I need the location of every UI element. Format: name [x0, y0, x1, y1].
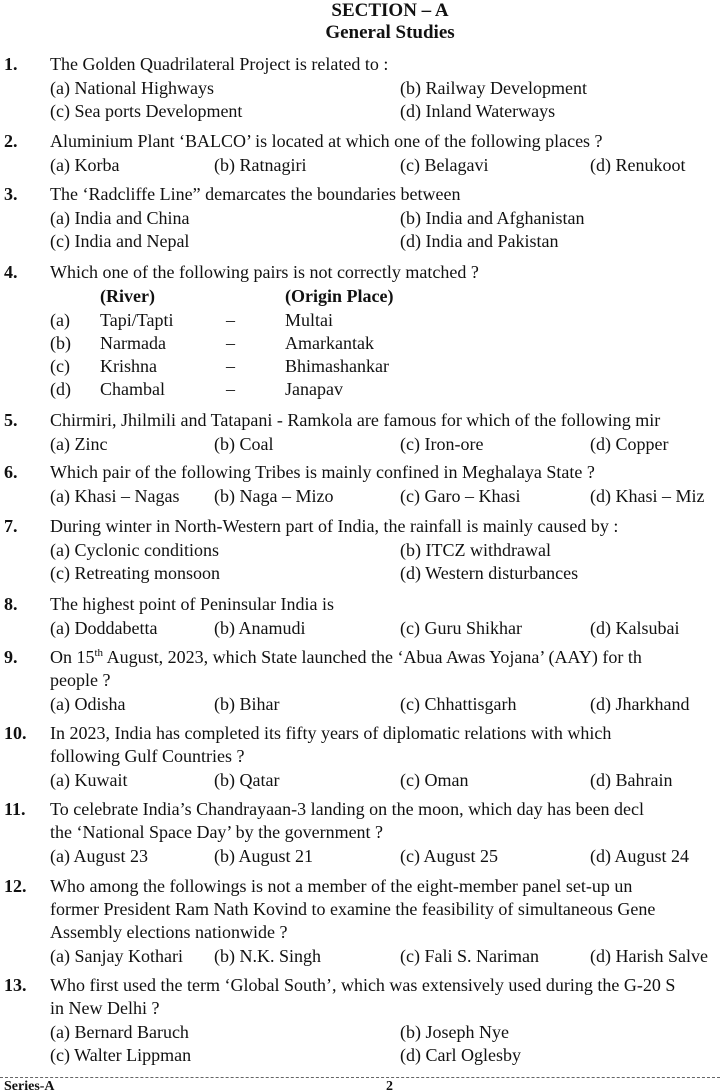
question-number: 2. [4, 131, 18, 151]
option-d: (d) Harish Salve [590, 946, 708, 966]
question-number: 5. [4, 410, 18, 430]
option-c: (c) India and Nepal [50, 231, 190, 251]
option-a: (a) India and China [50, 208, 190, 228]
question-text-cont: Assembly elections nationwide ? [50, 922, 288, 942]
row-river: Krishna [100, 356, 157, 376]
option-c: (c) Guru Shikhar [400, 618, 522, 638]
question-number: 3. [4, 184, 18, 204]
question-number: 8. [4, 594, 18, 614]
option-a: (a) Kuwait [50, 770, 128, 790]
question-text: Who first used the term ‘Global South’, which was extensively used during the G-20 S [50, 975, 676, 995]
option-c: (c) Garo – Khasi [400, 486, 521, 506]
option-c: (c) August 25 [400, 846, 498, 866]
option-d: (d) India and Pakistan [400, 231, 559, 251]
section-title: SECTION – A [331, 0, 449, 21]
question-text: Aluminium Plant ‘BALCO’ is located at which one of the following places ? [50, 131, 603, 151]
question-text-cont: people ? [50, 670, 111, 690]
option-a: (a) Bernard Baruch [50, 1022, 189, 1042]
row-dash: – [226, 333, 235, 353]
row-dash: – [226, 379, 235, 399]
option-d: (d) Jharkhand [590, 694, 690, 714]
row-origin: Amarkantak [285, 333, 374, 353]
option-c: (c) Oman [400, 770, 469, 790]
option-d: (d) Inland Waterways [400, 101, 556, 121]
option-d: (d) Carl Oglesby [400, 1045, 521, 1065]
option-d: (d) August 24 [590, 846, 689, 866]
question-number: 9. [4, 647, 18, 667]
row-origin: Bhimashankar [285, 356, 389, 376]
question-text-cont: the ‘National Space Day’ by the government ? [50, 822, 384, 842]
option-c: (c) Fali S. Nariman [400, 946, 539, 966]
row-origin: Janapav [285, 379, 343, 399]
option-a: (a) Odisha [50, 694, 126, 714]
question-text: Who among the followings is not a member of the eight-member panel set-up un [50, 876, 633, 896]
subject-title: General Studies [325, 22, 455, 43]
table-header-river: (River) [100, 286, 155, 306]
question-text: To celebrate India’s Chandrayaan-3 landing on the moon, which day has been decl [50, 799, 645, 819]
option-b: (b) Qatar [214, 770, 280, 790]
option-b: (b) N.K. Singh [214, 946, 321, 966]
question-number: 6. [4, 462, 18, 482]
option-d: (d) Bahrain [590, 770, 673, 790]
option-b: (b) Naga – Mizo [214, 486, 334, 506]
option-a: (a) National Highways [50, 78, 214, 98]
series-label: Series-A [4, 1079, 55, 1091]
option-b: (b) Joseph Nye [400, 1022, 509, 1042]
option-b: (b) Coal [214, 434, 274, 454]
question-number: 11. [4, 799, 26, 819]
option-c: (c) Belagavi [400, 155, 489, 175]
option-a: (a) Sanjay Kothari [50, 946, 183, 966]
option-a: (a) Korba [50, 155, 120, 175]
question-text-cont: in New Delhi ? [50, 998, 160, 1018]
row-dash: – [226, 310, 235, 330]
question-text: The highest point of Peninsular India is [50, 594, 334, 614]
option-a: (a) Zinc [50, 434, 108, 454]
option-b: (b) ITCZ withdrawal [400, 540, 551, 560]
question-number: 10. [4, 723, 27, 743]
option-d: (d) Kalsubai [590, 618, 680, 638]
row-dash: – [226, 356, 235, 376]
row-river: Tapi/Tapti [100, 310, 174, 330]
option-c: (c) Chhattisgarh [400, 694, 517, 714]
question-number: 13. [4, 975, 27, 995]
option-b: (b) Anamudi [214, 618, 306, 638]
option-a: (a) August 23 [50, 846, 148, 866]
question-text: The ‘Radcliffe Line” demarcates the boundaries between [50, 184, 461, 204]
option-d: (d) Western disturbances [400, 563, 579, 583]
row-letter: (a) [50, 310, 70, 330]
option-d: (d) Copper [590, 434, 669, 454]
row-river: Chambal [100, 379, 165, 399]
option-c: (c) Retreating monsoon [50, 563, 220, 583]
option-a: (a) Cyclonic conditions [50, 540, 219, 560]
question-text: In 2023, India has completed its fifty years of diplomatic relations with which [50, 723, 612, 743]
question-number: 1. [4, 54, 18, 74]
question-text: Which one of the following pairs is not correctly matched ? [50, 262, 479, 282]
question-text: During winter in North-Western part of India, the rainfall is mainly caused by : [50, 516, 619, 536]
option-a: (a) Doddabetta [50, 618, 158, 638]
question-number: 12. [4, 876, 27, 896]
option-b: (b) Bihar [214, 694, 280, 714]
row-origin: Multai [285, 310, 333, 330]
question-text: On 15th August, 2023, which State launched the ‘Abua Awas Yojana’ (AAY) for th [50, 647, 642, 667]
option-a: (a) Khasi – Nagas [50, 486, 180, 506]
footer-divider [0, 1077, 720, 1078]
option-c: (c) Walter Lippman [50, 1045, 192, 1065]
row-river: Narmada [100, 333, 166, 353]
row-letter: (d) [50, 379, 71, 399]
question-text: Chirmiri, Jhilmili and Tatapani - Ramkola are famous for which of the following mir [50, 410, 661, 430]
question-text: Which pair of the following Tribes is mainly confined in Meghalaya State ? [50, 462, 595, 482]
question-text-cont: following Gulf Countries ? [50, 746, 245, 766]
option-b: (b) India and Afghanistan [400, 208, 585, 228]
option-c: (c) Iron-ore [400, 434, 484, 454]
row-letter: (c) [50, 356, 70, 376]
option-b: (b) Ratnagiri [214, 155, 307, 175]
row-letter: (b) [50, 333, 71, 353]
option-d: (d) Khasi – Miz [590, 486, 705, 506]
question-text-cont: former President Ram Nath Kovind to examine the feasibility of simultaneous Gene [50, 899, 656, 919]
question-text: The Golden Quadrilateral Project is related to : [50, 54, 389, 74]
option-c: (c) Sea ports Development [50, 101, 243, 121]
option-d: (d) Renukoot [590, 155, 686, 175]
option-b: (b) Railway Development [400, 78, 587, 98]
question-number: 7. [4, 516, 18, 536]
option-b: (b) August 21 [214, 846, 313, 866]
question-number: 4. [4, 262, 18, 282]
page-number: 2 [386, 1079, 393, 1091]
table-header-origin: (Origin Place) [285, 286, 394, 306]
